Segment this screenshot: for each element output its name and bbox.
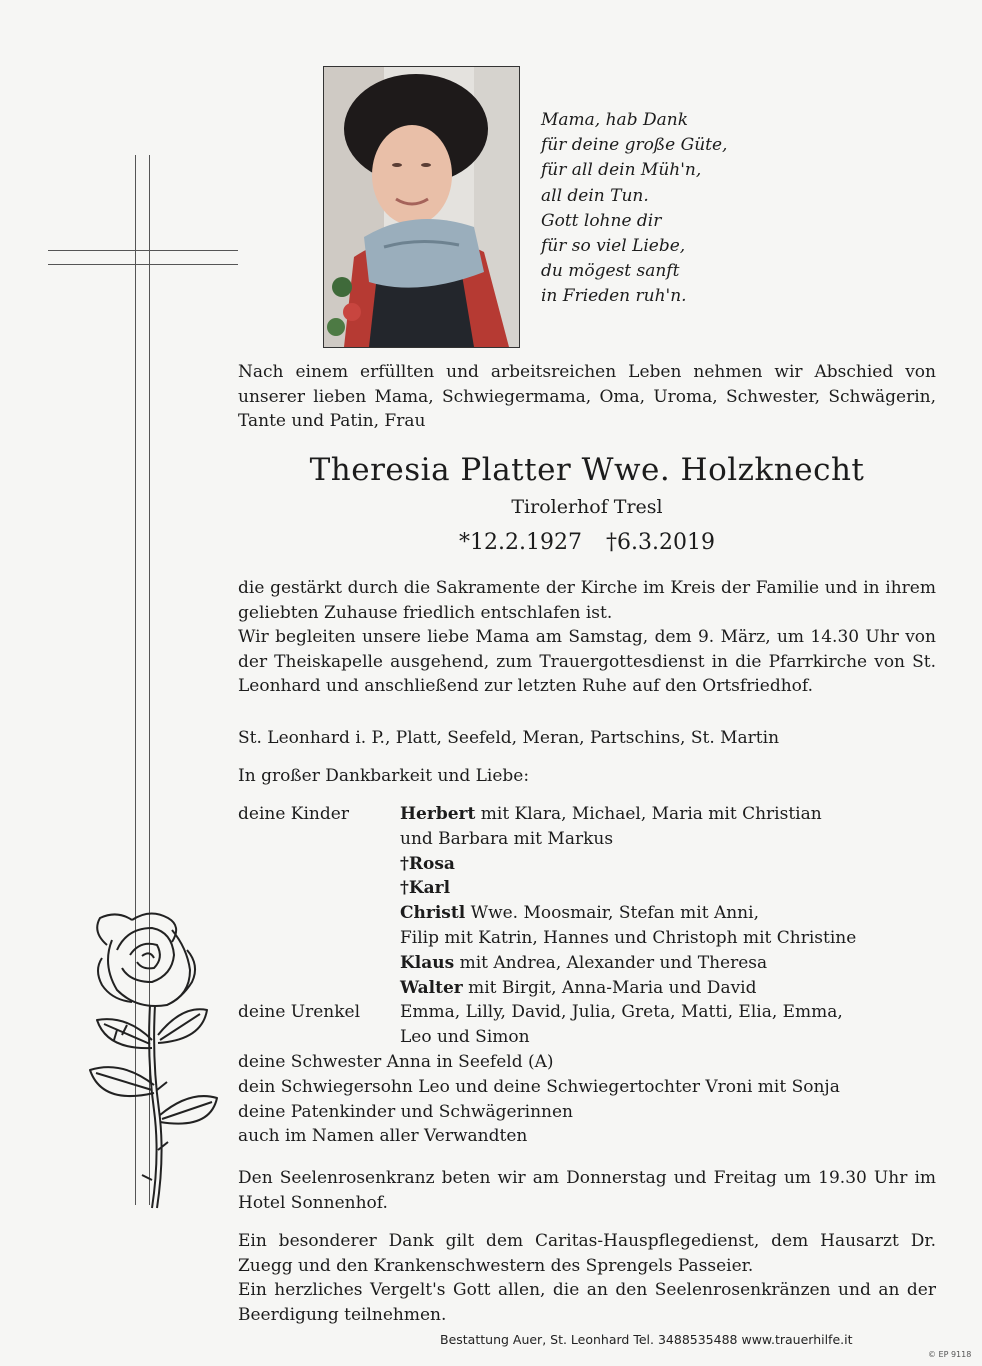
child-family: mit Andrea, Alexander und Theresa	[454, 952, 768, 973]
rosary-paragraph: Den Seelenrosenkranz beten wir am Donnerstag und Freitag um 19.30 Uhr im Hotel Sonnenhof.	[238, 1168, 936, 1213]
urenkel-label: deine Urenkel	[238, 1002, 361, 1023]
list-item	[238, 1000, 958, 1025]
poem-line: für deine große Güte,	[541, 135, 728, 156]
list-item	[238, 852, 958, 877]
child-name: Herbert	[400, 804, 476, 824]
child-family: mit Klara, Michael, Maria mit Christian	[475, 804, 822, 824]
list-item	[238, 901, 958, 926]
list-item	[238, 1100, 958, 1125]
body-text-1: die gestärkt durch die Sakramente der Kirche im Kreis der Familie und in ihrem geliebten Zuhause friedlich entschlafen ist.	[238, 578, 936, 623]
child-name: †Karl	[400, 878, 451, 899]
list-item	[238, 876, 958, 901]
child-family: mit Birgit, Anna-Maria und David	[462, 977, 757, 998]
footer-contact: Bestattung Auer, St. Leonhard Tel. 3488535488 www.trauerhilfe.it	[440, 1332, 853, 1347]
child-name: Klaus	[400, 952, 455, 973]
birth-date: *12.2.1927	[459, 530, 582, 555]
list-item	[238, 1050, 958, 1075]
final-paragraph	[238, 1229, 936, 1327]
child-family: und Barbara mit Markus	[400, 828, 614, 849]
relative-line: dein Schwiegersohn Leo und deine Schwiegertochter Vroni mit Sonja	[238, 1076, 840, 1097]
family-list	[238, 802, 958, 1149]
final-text-2: Ein herzliches Vergelt's Gott allen, die an den Seelenrosenkränzen und an der Beerdigung teilnehmen.	[238, 1280, 936, 1325]
poem-line: für so viel Liebe,	[541, 236, 686, 257]
urenkel-names: Emma, Lilly, David, Julia, Greta, Matti, Elia, Emma,	[400, 1002, 843, 1023]
poem-line: du mögest sanft	[541, 261, 680, 282]
relative-line: deine Schwester Anna in Seefeld (A)	[238, 1051, 554, 1072]
kinder-label: deine Kinder	[238, 804, 349, 824]
list-item	[238, 1025, 958, 1050]
child-name: †Rosa	[400, 853, 455, 874]
intro-paragraph: Nach einem erfüllten und arbeitsreichen Leben nehmen wir Abschied von unserer lieben Mama, Schwiegermama, Oma, Uroma, Schwester, Schwägerin, Tante und Patin, Frau	[238, 362, 936, 431]
poem-line: Mama, hab Dank	[541, 110, 688, 130]
ep-code: © EP 9118	[928, 1350, 972, 1359]
portrait-photo	[323, 66, 520, 348]
poem-line: in Frieden ruh'n.	[541, 286, 687, 307]
child-family: Filip mit Katrin, Hannes und Christoph mit Christine	[400, 927, 857, 948]
life-dates	[238, 530, 936, 555]
death-date: †6.3.2019	[606, 530, 715, 555]
poem-line: all dein Tun.	[541, 185, 649, 206]
deceased-name: Theresia Platter Wwe. Holzknecht	[309, 452, 865, 488]
child-name: Walter	[400, 977, 463, 998]
list-item	[238, 976, 958, 1001]
poem-line: für all dein Müh'n,	[541, 160, 702, 181]
list-item	[238, 951, 958, 976]
child-name: Christl	[400, 903, 466, 924]
relative-line: auch im Namen aller Verwandten	[238, 1126, 528, 1147]
list-item	[238, 1075, 958, 1100]
poem-line: Gott lohne dir	[541, 210, 662, 231]
child-family: Wwe. Moosmair, Stefan mit Anni,	[465, 903, 759, 924]
list-item	[238, 1124, 958, 1149]
body-text-2: Wir begleiten unsere liebe Mama am Samstag, dem 9. März, um 14.30 Uhr von der Theiskapelle ausgehend, zum Trauergottesdienst in die Pfarrkirche von St. Leonhard und anschließend zur letzten Ruhe auf den Ortsfriedhof.	[238, 627, 936, 696]
urenkel-names: Leo und Simon	[400, 1027, 530, 1048]
places-line: St. Leonhard i. P., Platt, Seefeld, Meran, Partschins, St. Martin	[238, 728, 780, 748]
final-text-1: Ein besonderer Dank gilt dem Caritas-Hauspflegedienst, dem Hausarzt Dr. Zuegg und den Krankenschwestern des Sprengels Passeier.	[238, 1231, 936, 1276]
poem	[541, 108, 727, 310]
rose-icon	[72, 910, 222, 1210]
relative-line: deine Patenkinder und Schwägerinnen	[238, 1101, 574, 1122]
list-item	[238, 827, 958, 852]
body-paragraph	[238, 576, 936, 699]
thanks-line: In großer Dankbarkeit und Liebe:	[238, 766, 530, 786]
list-item	[238, 926, 958, 951]
list-item	[238, 802, 958, 827]
deceased-nickname: Tirolerhof Tresl	[511, 496, 663, 518]
